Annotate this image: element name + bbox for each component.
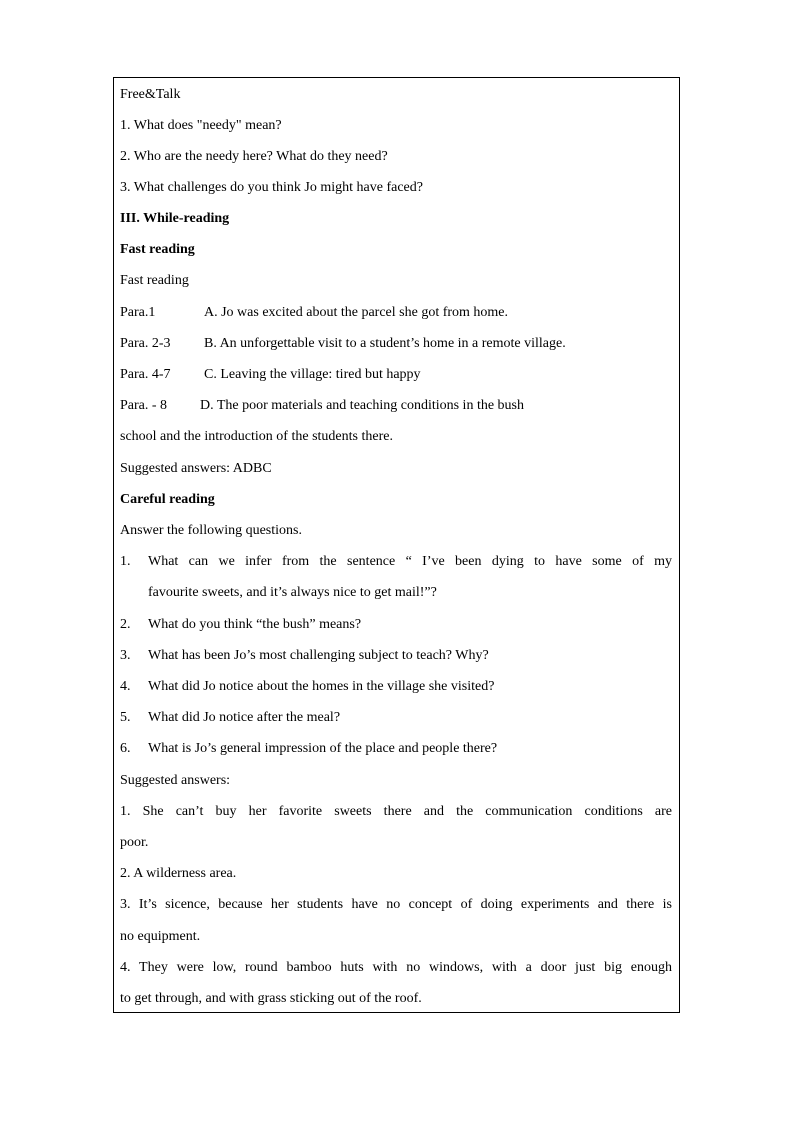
discussion-question-2: 2. Who are the needy here? What do they need? [120, 149, 388, 164]
match-para-label: Para. 2-3 [120, 336, 171, 351]
question-number: 2. [120, 617, 131, 632]
suggested-answers-label: Suggested answers: [120, 773, 231, 788]
match-summary: C. Leaving the village: tired but happy [204, 367, 421, 382]
answer-4: 4. They were low, round bamboo huts with no windows, with a door just big enough [120, 960, 672, 975]
subheading-careful-reading: Careful reading [120, 492, 215, 507]
question-number: 5. [120, 710, 131, 725]
question-number: 1. [120, 554, 131, 569]
answer-4-continued: to get through, and with grass sticking out of the roof. [120, 991, 422, 1006]
match-summary: A. Jo was excited about the parcel she got from home. [204, 305, 509, 320]
question-number: 3. [120, 648, 131, 663]
discussion-question-1: 1. What does "needy" mean? [120, 118, 282, 133]
careful-question-3: What has been Jo’s most challenging subject to teach? Why? [148, 648, 489, 663]
fast-reading-label: Fast reading [120, 273, 189, 288]
answer-3-continued: no equipment. [120, 929, 201, 944]
careful-question-2: What do you think “the bush” means? [148, 617, 362, 632]
careful-question-1: What can we infer from the sentence “ I’ve been dying to have some of my [148, 554, 672, 569]
match-summary-continued: school and the introduction of the students there. [120, 429, 393, 444]
subheading-fast-reading: Fast reading [120, 242, 195, 257]
answer-1: 1. She can’t buy her favorite sweets there and the communication conditions are [120, 804, 672, 819]
match-summary: D. The poor materials and teaching conditions in the bush [200, 398, 525, 413]
careful-reading-instruction: Answer the following questions. [120, 523, 302, 538]
discussion-question-3: 3. What challenges do you think Jo might have faced? [120, 180, 423, 195]
answer-3: 3. It’s sicence, because her students have no concept of doing experiments and there is [120, 897, 672, 912]
section-heading-free-talk: Free&Talk [120, 87, 181, 102]
careful-question-4: What did Jo notice about the homes in the village she visited? [148, 679, 495, 694]
careful-question-1-continued: favourite sweets, and it’s always nice to get mail!”? [148, 585, 437, 600]
question-number: 6. [120, 741, 131, 756]
answer-2: 2. A wilderness area. [120, 866, 237, 881]
match-para-label: Para.1 [120, 305, 156, 320]
fast-reading-answer: Suggested answers: ADBC [120, 461, 272, 476]
careful-question-5: What did Jo notice after the meal? [148, 710, 341, 725]
question-number: 4. [120, 679, 131, 694]
match-para-label: Para. - 8 [120, 398, 168, 413]
match-summary: B. An unforgettable visit to a student’s home in a remote village. [204, 336, 566, 351]
careful-question-6: What is Jo’s general impression of the place and people there? [148, 741, 498, 756]
answer-1-continued: poor. [120, 835, 149, 850]
section-heading-while-reading: III. While-reading [120, 211, 230, 226]
match-para-label: Para. 4-7 [120, 367, 171, 382]
